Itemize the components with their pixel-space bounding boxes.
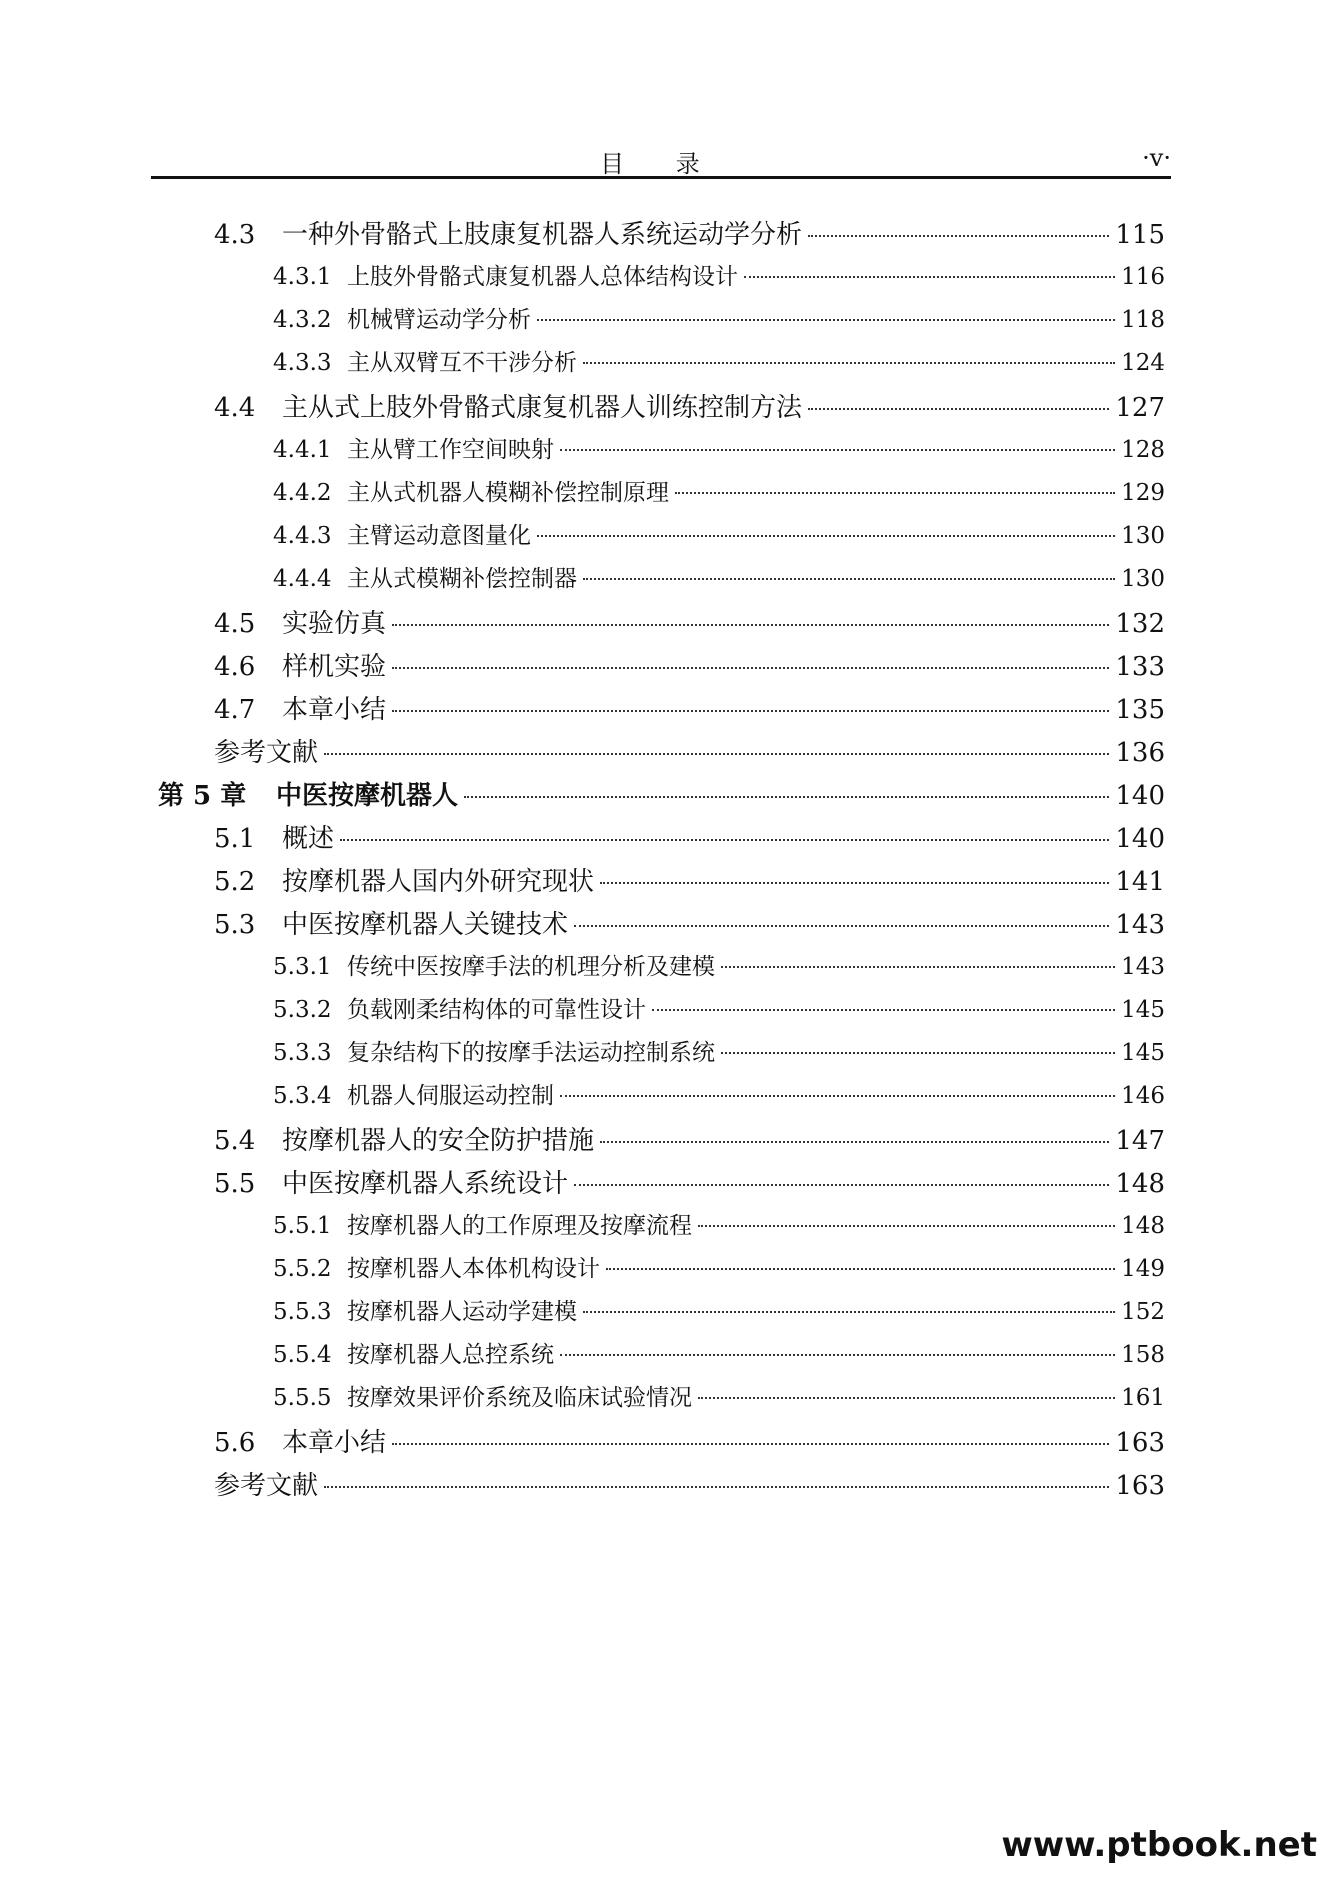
toc-entry-references[interactable]	[214, 732, 1165, 769]
toc-entry-number: 5.5.5	[273, 1385, 332, 1411]
toc-entry-page: 163	[1115, 1471, 1165, 1501]
toc-entry-number: 5.3.3	[273, 1040, 332, 1066]
toc-entry-page: 136	[1115, 738, 1165, 768]
toc-entry-title: 中医按摩机器人	[276, 781, 459, 811]
toc-entry-page: 146	[1121, 1083, 1165, 1109]
dot-leader	[324, 1486, 1109, 1488]
toc-entry-number: 5.1	[214, 824, 256, 854]
toc-entry-page: 116	[1121, 264, 1165, 290]
dot-leader	[583, 578, 1115, 580]
toc-entry-number: 4.5	[214, 609, 256, 639]
toc-entry-title: 主臂运动意图量化	[347, 523, 531, 549]
toc-entry-title: 按摩机器人运动学建模	[347, 1299, 577, 1325]
toc-entry-number: 5.3.1	[273, 954, 332, 980]
dot-leader	[698, 1225, 1115, 1227]
toc-entry[interactable]	[273, 1293, 1165, 1326]
toc-entry-title: 按摩机器人总控系统	[347, 1342, 554, 1368]
toc-entry-title: 主从式机器人模糊补偿控制原理	[347, 480, 669, 506]
toc-entry[interactable]	[214, 603, 1165, 640]
toc-entry-title: 按摩机器人国内外研究现状	[282, 867, 595, 897]
toc-entry-page: 141	[1115, 867, 1165, 897]
dot-leader	[392, 710, 1109, 712]
toc-entry-title: 参考文献	[214, 738, 319, 768]
toc-entry-number: 5.5.2	[273, 1256, 332, 1282]
toc-entry-title: 按摩效果评价系统及临床试验情况	[347, 1385, 692, 1411]
toc-entry-title: 概述	[282, 824, 335, 854]
toc-entry-number: 5.5.1	[273, 1213, 332, 1239]
toc-entry-page: 132	[1115, 609, 1165, 639]
toc-entry-references[interactable]	[214, 1465, 1165, 1502]
toc-entry-number: 4.4.1	[273, 437, 332, 463]
toc-entry-title: 按摩机器人本体机构设计	[347, 1256, 600, 1282]
toc-entry-title: 复杂结构下的按摩手法运动控制系统	[347, 1040, 715, 1066]
toc-entry-title: 参考文献	[214, 1471, 319, 1501]
dot-leader	[560, 1095, 1115, 1097]
dot-leader	[721, 966, 1115, 968]
toc-entry-title: 实验仿真	[282, 609, 387, 639]
toc-entry[interactable]	[214, 904, 1165, 941]
toc-entry[interactable]	[214, 1422, 1165, 1459]
header-page-number: ·v·	[1142, 144, 1171, 172]
toc-entry-page: 147	[1115, 1126, 1165, 1156]
dot-leader	[652, 1009, 1115, 1011]
toc-entry-page: 118	[1121, 307, 1165, 333]
dot-leader	[808, 408, 1109, 410]
dot-leader	[392, 624, 1109, 626]
dot-leader	[721, 1052, 1115, 1054]
toc-entry-number: 4.6	[214, 652, 256, 682]
toc-entry-title: 样机实验	[282, 652, 387, 682]
toc-entry[interactable]	[273, 474, 1165, 507]
dot-leader	[600, 882, 1109, 884]
toc-entry-number: 5.3.2	[273, 997, 332, 1023]
dot-leader	[560, 449, 1115, 451]
toc-entry-page: 135	[1115, 695, 1165, 725]
dot-leader	[560, 1354, 1115, 1356]
toc-entry-title: 本章小结	[282, 695, 387, 725]
toc-entry[interactable]	[214, 214, 1165, 251]
toc-entry-number: 5.3	[214, 910, 256, 940]
dot-leader	[600, 1141, 1109, 1143]
toc-entry-page: 152	[1121, 1299, 1165, 1325]
dot-leader	[675, 492, 1115, 494]
dot-leader	[464, 796, 1109, 798]
toc-entry-title: 一种外骨骼式上肢康复机器人系统运动学分析	[282, 220, 803, 250]
toc-entry-page: 149	[1121, 1256, 1165, 1282]
toc-entry-page: 124	[1121, 350, 1165, 376]
toc-entry[interactable]	[214, 818, 1165, 855]
toc-entry-number: 5.5	[214, 1169, 256, 1199]
toc-entry-page: 133	[1115, 652, 1165, 682]
toc-entry[interactable]	[214, 1163, 1165, 1200]
toc-entry-page: 163	[1115, 1428, 1165, 1458]
toc-entry-page: 143	[1115, 910, 1165, 940]
toc-entry-page: 143	[1121, 954, 1165, 980]
toc-entry-number: 4.4.4	[273, 566, 332, 592]
toc-entry-number: 4.3.1	[273, 264, 332, 290]
toc-entry-title: 主从式模糊补偿控制器	[347, 566, 577, 592]
toc-entry[interactable]	[273, 1250, 1165, 1283]
toc-entry[interactable]	[273, 517, 1165, 550]
toc-entry-number: 4.4.2	[273, 480, 332, 506]
toc-entry-page: 140	[1115, 824, 1165, 854]
toc-entry-number: 4.4	[214, 393, 256, 423]
toc-entry[interactable]	[273, 301, 1165, 334]
toc-entry-number: 4.3	[214, 220, 256, 250]
dot-leader	[583, 1311, 1115, 1313]
toc-entry-number: 5.5.4	[273, 1342, 332, 1368]
dot-leader	[537, 319, 1115, 321]
toc-entry-page: 127	[1115, 393, 1165, 423]
toc-entry-page: 130	[1121, 523, 1165, 549]
dot-leader	[698, 1397, 1115, 1399]
toc-entry-title: 本章小结	[282, 1428, 387, 1458]
dot-leader	[574, 925, 1109, 927]
toc-entry-title: 中医按摩机器人关键技术	[282, 910, 569, 940]
watermark: www.ptbook.net	[1001, 1825, 1317, 1865]
toc-entry[interactable]	[273, 258, 1165, 291]
dot-leader	[808, 235, 1109, 237]
dot-leader	[537, 535, 1115, 537]
toc-entry-title: 按摩机器人的工作原理及按摩流程	[347, 1213, 692, 1239]
toc-entry-number: 4.3.3	[273, 350, 332, 376]
toc-entry-number: 5.3.4	[273, 1083, 332, 1109]
toc-entry-page: 129	[1121, 480, 1165, 506]
toc-entry-page: 115	[1115, 220, 1165, 250]
toc-entry[interactable]	[158, 775, 1165, 812]
toc-entry[interactable]	[273, 991, 1165, 1024]
toc-entry[interactable]	[214, 387, 1165, 424]
dot-leader	[606, 1268, 1115, 1270]
toc-entry-number: 4.7	[214, 695, 256, 725]
toc-entry[interactable]	[273, 1207, 1165, 1240]
toc-entry[interactable]	[273, 1336, 1165, 1369]
toc-entry[interactable]	[273, 948, 1165, 981]
toc-entry-number: 5.2	[214, 867, 256, 897]
toc-entry-number: 5.6	[214, 1428, 256, 1458]
toc-entry-page: 128	[1121, 437, 1165, 463]
dot-leader	[744, 276, 1115, 278]
toc-entry-page: 158	[1121, 1342, 1165, 1368]
toc-entry-title: 上肢外骨骼式康复机器人总体结构设计	[347, 264, 738, 290]
dot-leader	[392, 667, 1109, 669]
toc-entry-number: 4.3.2	[273, 307, 332, 333]
toc-entry[interactable]	[214, 646, 1165, 683]
toc-entry-title: 机械臂运动学分析	[347, 307, 531, 333]
toc-entry[interactable]	[273, 1034, 1165, 1067]
toc-entry-page: 161	[1121, 1385, 1165, 1411]
dot-leader	[392, 1443, 1109, 1445]
toc-entry[interactable]	[273, 1379, 1165, 1412]
toc-entry[interactable]	[214, 861, 1165, 898]
header-title: 目 录	[600, 150, 722, 178]
dot-leader	[574, 1184, 1109, 1186]
toc-entry[interactable]	[214, 1120, 1165, 1157]
dot-leader	[583, 362, 1115, 364]
toc-entry-page: 140	[1115, 781, 1165, 811]
toc-entry-title: 负载刚柔结构体的可靠性设计	[347, 997, 646, 1023]
dot-leader	[324, 753, 1109, 755]
toc-entry-number: 5.5.3	[273, 1299, 332, 1325]
toc-entry-title: 主从式上肢外骨骼式康复机器人训练控制方法	[282, 393, 803, 423]
toc-entry-page: 145	[1121, 1040, 1165, 1066]
toc-entry-title: 中医按摩机器人系统设计	[282, 1169, 569, 1199]
toc-entry[interactable]	[273, 344, 1165, 377]
toc-entry[interactable]	[273, 1077, 1165, 1110]
toc-entry-page: 130	[1121, 566, 1165, 592]
toc-entry[interactable]	[214, 689, 1165, 726]
toc-entry-title: 机器人伺服运动控制	[347, 1083, 554, 1109]
toc-entry-title: 传统中医按摩手法的机理分析及建模	[347, 954, 715, 980]
toc-entry-number: 4.4.3	[273, 523, 332, 549]
toc-entry-title: 主从双臂互不干涉分析	[347, 350, 577, 376]
toc-entry-title: 主从臂工作空间映射	[347, 437, 554, 463]
toc-entry-page: 148	[1115, 1169, 1165, 1199]
toc-entry[interactable]	[273, 431, 1165, 464]
toc-entry-number: 5.4	[214, 1126, 256, 1156]
toc-entry-page: 148	[1121, 1213, 1165, 1239]
dot-leader	[340, 839, 1109, 841]
toc-entry-number: 第 5 章	[158, 781, 247, 811]
toc-entry-page: 145	[1121, 997, 1165, 1023]
toc-entry-title: 按摩机器人的安全防护措施	[282, 1126, 595, 1156]
toc-entry[interactable]	[273, 560, 1165, 593]
